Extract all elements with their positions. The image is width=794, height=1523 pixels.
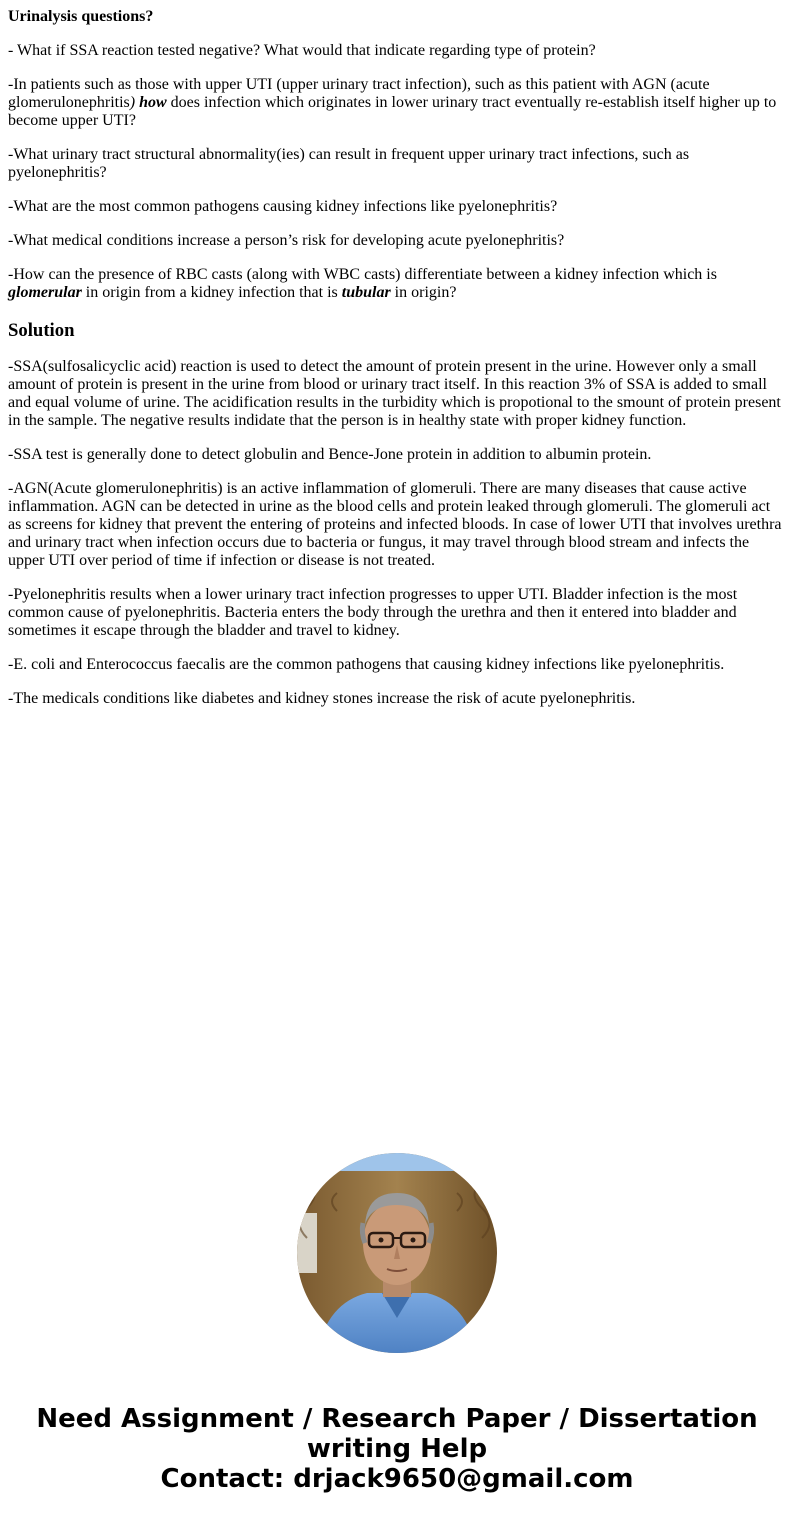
document-body [8, 8, 786, 724]
solution-paragraph: -E. coli and Enterococcus faecalis are the common pathogens that causing kidney infections like pyelonephritis. [8, 656, 725, 673]
question-6-tubular: tubular [341, 284, 391, 301]
solution-paragraph: -SSA(sulfosalicyclic acid) reaction is used to detect the amount of protein present in the urine. However only a small amount of protein is present in the urine from blood or urinary tract itself. In this reaction 3% of SSA is added to small and equal volume of urine. The acidification results in the turbidity which is propotional to the smount of protein present in the sample. The negative results indidate that the person is in healthy state with proper kidney function. [8, 358, 781, 429]
question-4: -What are the most common pathogens causing kidney infections like pyelonephritis? [8, 198, 558, 215]
question-2-paren: ) [129, 94, 136, 111]
questions-title: Urinalysis questions? [8, 8, 154, 25]
solution-heading: Solution [8, 320, 75, 341]
solution-paragraph: -AGN(Acute glomerulonephritis) is an active inflammation of glomeruli. There are many diseases that cause active inflammation. AGN can be detected in urine as the blood cells and protein leaked through glomeruli. The glomeruli act as screens for kidney that prevent the entering of proteins and infected bloods. In case of lower UTI that involves urethra and urinary tract when infection occurs due to bacteria or fungus, it may travel through blood stream and infects the upper UTI over period of time if infection or disease is not treated. [8, 480, 782, 569]
question-2-part1: -In patients such as those with upper UTI (upper urinary tract infection), such as this patient with AGN (acute glomerulonephritis [8, 76, 710, 111]
question-6-part1: -How can the presence of RBC casts (along with WBC casts) differentiate between a kidney infection which is [8, 266, 717, 283]
question-2 [8, 76, 786, 130]
question-6-part2: in origin from a kidney infection that is [81, 284, 342, 301]
question-5: -What medical conditions increase a person’s risk for developing acute pyelonephritis? [8, 232, 565, 249]
solution-paragraph: -The medicals conditions like diabetes and kidney stones increase the risk of acute pyelonephritis. [8, 690, 636, 707]
footer-promo [0, 1404, 794, 1494]
question-3: -What urinary tract structural abnormality(ies) can result in frequent upper urinary tract infections, such as pyelonephritis? [8, 146, 690, 181]
author-avatar [297, 1153, 497, 1353]
footer-line-2: writing Help [306, 1434, 488, 1464]
question-1: - What if SSA reaction tested negative? What would that indicate regarding type of protein? [8, 42, 596, 59]
solution-paragraph: -Pyelonephritis results when a lower urinary tract infection progresses to upper UTI. Bladder infection is the most common cause of pyelonephritis. Bacteria enters the body through the urethra and then it entered into bladder and sometimes it escape through the bladder and travel to kidney. [8, 586, 738, 639]
footer-line-1: Need Assignment / Research Paper / Dissertation [36, 1404, 758, 1434]
solution-paragraph: -SSA test is generally done to detect globulin and Bence-Jone protein in addition to albumin protein. [8, 446, 652, 463]
question-6 [8, 266, 786, 302]
question-2-part2: does infection which originates in lower urinary tract eventually re-establish itself higher up to become upper UTI? [8, 94, 777, 129]
question-6-part3: in origin? [390, 284, 457, 301]
footer-contact: Contact: drjack9650@gmail.com [160, 1464, 634, 1494]
question-6-glomerular: glomerular [8, 284, 82, 301]
question-2-how: how [139, 94, 167, 111]
author-portrait-image [297, 1153, 497, 1353]
